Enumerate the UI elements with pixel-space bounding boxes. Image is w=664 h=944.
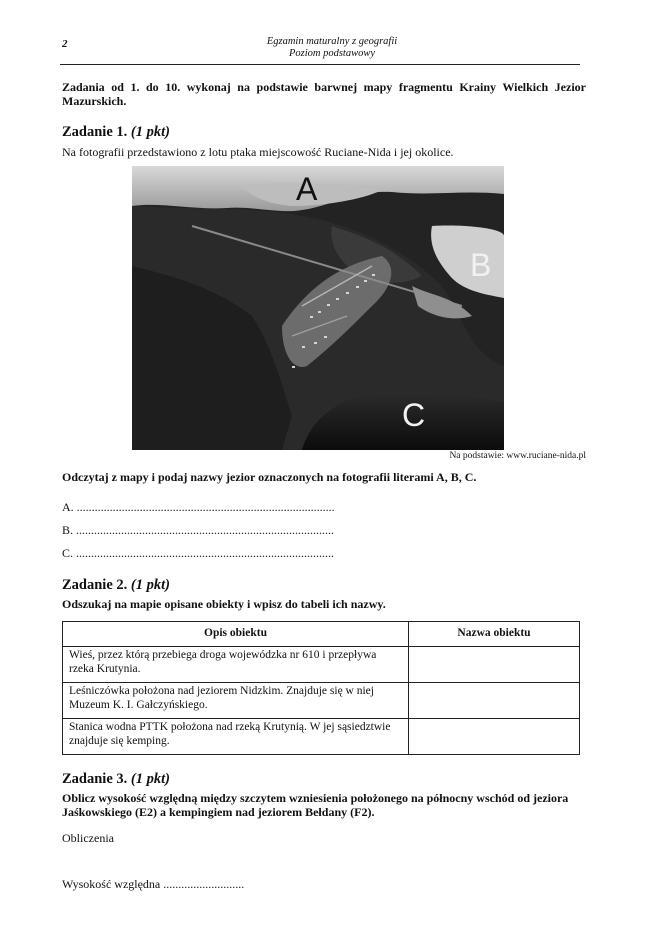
task2-title: [62, 577, 170, 594]
exam-title: Egzamin maturalny z geografii: [266, 36, 398, 47]
object-description: Wieś, przez którą przebiega droga wojewódzka nr 610 i przepływa rzeka Krutynia.: [63, 647, 409, 683]
task3-title: [62, 771, 170, 788]
table-row: [63, 719, 580, 755]
object-name-cell[interactable]: [409, 683, 580, 719]
task2-instruction: Odszukaj na mapie opisane obiekty i wpisz do tabeli ich nazwy.: [62, 597, 386, 611]
aerial-photo: [132, 166, 504, 450]
task1-instruction: Odczytaj z mapy i podaj nazwy jezior oznaczonych na fotografii literami A, B, C.: [62, 470, 477, 484]
header-divider: [60, 64, 580, 65]
table-row: [63, 683, 580, 719]
table-header-row: [63, 622, 580, 647]
answer-line-a: A. ......................................................................................: [62, 500, 335, 514]
relative-height-answer: Wysokość względna ...........................: [62, 877, 245, 891]
page-header: [0, 36, 664, 60]
column-header-description: Opis obiektu: [63, 622, 409, 647]
page-number: 2: [62, 38, 68, 50]
calculations-label: Obliczenia: [62, 831, 114, 845]
object-description: Leśniczówka położona nad jeziorem Nidzkim. Znajduje się w niej Muzeum K. I. Gałczyńskiego.: [63, 683, 409, 719]
photo-label-b: B: [470, 247, 492, 283]
table-row: [63, 647, 580, 683]
photo-source: Na podstawie: www.ruciane-nida.pl: [449, 451, 586, 461]
photo-label-a: A: [296, 171, 318, 207]
task3-heading: Zadanie 3.: [62, 771, 128, 787]
object-name-cell[interactable]: [409, 647, 580, 683]
task3-instruction: Oblicz wysokość względną między szczytem wzniesienia położonego na północny wschód od jeziora Jaśkowskiego (E2) a kempingiem nad jeziorem Bełdany (F2).: [62, 791, 569, 819]
exam-level: Poziom podstawowy: [288, 48, 376, 59]
answer-line-b: B. ......................................................................................: [62, 523, 335, 537]
photo-label-c: C: [402, 397, 426, 433]
task2-points: (1 pkt): [130, 577, 170, 593]
object-name-cell[interactable]: [409, 719, 580, 755]
task3-points: (1 pkt): [130, 771, 170, 787]
column-header-name: Nazwa obiektu: [409, 622, 580, 647]
task1-title: [62, 124, 170, 141]
answer-line-c: C. ......................................................................................: [62, 546, 335, 560]
task1-heading: Zadanie 1.: [62, 124, 128, 140]
task1-description: Na fotografii przedstawiono z lotu ptaka miejscowość Ruciane-Nida i jej okolice.: [62, 145, 454, 159]
task1-points: (1 pkt): [130, 124, 170, 140]
task2-heading: Zadanie 2.: [62, 577, 128, 593]
object-description: Stanica wodna PTTK położona nad rzeką Krutynią. W jej sąsiedztwie znajduje się kemping.: [63, 719, 409, 755]
intro-instruction: Zadania od 1. do 10. wykonaj na podstawie barwnej mapy fragmentu Krainy Wielkich Jezior Mazurskich.: [62, 80, 586, 108]
objects-table: [62, 621, 580, 755]
